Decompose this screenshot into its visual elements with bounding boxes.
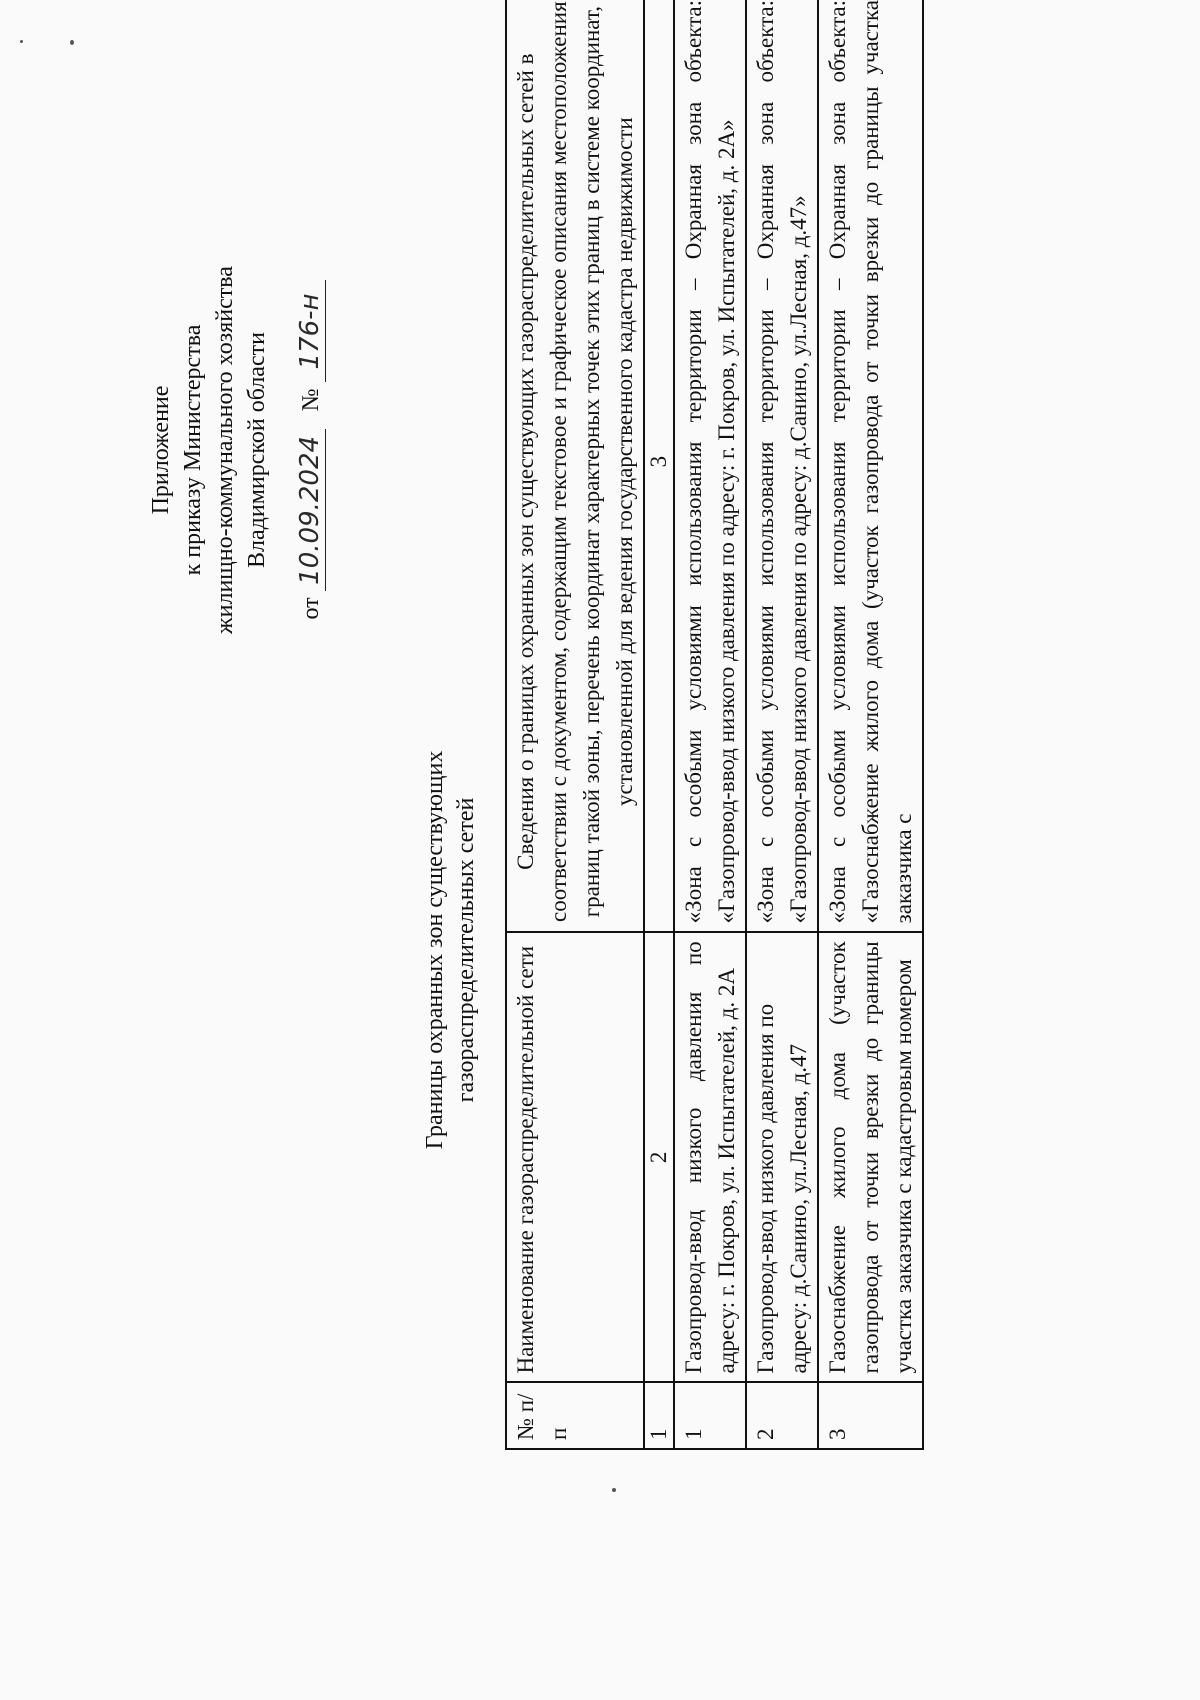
document-title [420, 650, 482, 1250]
document-title-line-2: газораспределительных сетей [453, 797, 479, 1103]
row-name: Газопровод-ввод низкого давления по адресу: г. Покров, ул. Испытателей, д. 2А [674, 932, 746, 1382]
row-info: «Зона с особыми условиями использования территории – Охранная зона объекта: «Газопровод-ввод низкого давления по адресу: г. Покров, ул. Испытателей, д. 2А» [674, 0, 746, 932]
row-num: 3 [818, 1383, 923, 1450]
table-row [818, 0, 923, 1449]
table-row [674, 0, 746, 1449]
appendix-order-ref: к приказу Министерства [180, 324, 206, 576]
handwritten-number: 176-н [295, 280, 326, 382]
appendix-region: Владимирской области [244, 332, 270, 568]
appendix-ministry: жилищно-коммунального хозяйства [212, 266, 238, 634]
appendix-title: Приложение [148, 385, 174, 515]
header-name: Наименование газораспределительной сети [506, 932, 644, 1382]
column-number: 1 [644, 1383, 674, 1450]
from-label: от [298, 597, 324, 620]
table-header-row [506, 0, 644, 1449]
row-num: 2 [746, 1383, 818, 1450]
header-info: Сведения о границах охранных зон существующих газораспределительных сетей в соответствии с документом, содержащим текстовое и графическое описания местоположения границ такой зоны, перечень координат характерных точек этих границ в системе координат, установленной для ведения государственного кадастра недвижимости [506, 0, 644, 932]
row-num: 1 [674, 1383, 746, 1450]
column-number-row [644, 0, 674, 1449]
appendix-block [145, 200, 327, 700]
header-num: № п/п [506, 1383, 644, 1450]
row-name: Газоснабжение жилого дома (участок газопровода от точки врезки до границы участка заказчика с кадастровым номером [818, 932, 923, 1382]
handwritten-date: 10.09.2024 [295, 429, 326, 591]
document-title-line-1: Границы охранных зон существующих [422, 750, 448, 1150]
order-date-number-line [295, 200, 327, 700]
number-label: № [298, 388, 324, 412]
row-info: «Зона с особыми условиями использования территории – Охранная зона объекта: «Газопровод-ввод низкого давления по адресу: д.Санино, ул.Лесная, д.47» [746, 0, 818, 932]
column-number: 3 [644, 0, 674, 932]
table-row [746, 0, 818, 1449]
row-name: Газопровод-ввод низкого давления по адресу: д.Санино, ул.Лесная, д.47 [746, 932, 818, 1382]
row-info: «Зона с особыми условиями использования территории – Охранная зона объекта: «Газоснабжение жилого дома (участок газопровода от точки врезки до границы участка заказчика с [818, 0, 923, 932]
zones-table [505, 0, 924, 1450]
column-number: 2 [644, 932, 674, 1382]
